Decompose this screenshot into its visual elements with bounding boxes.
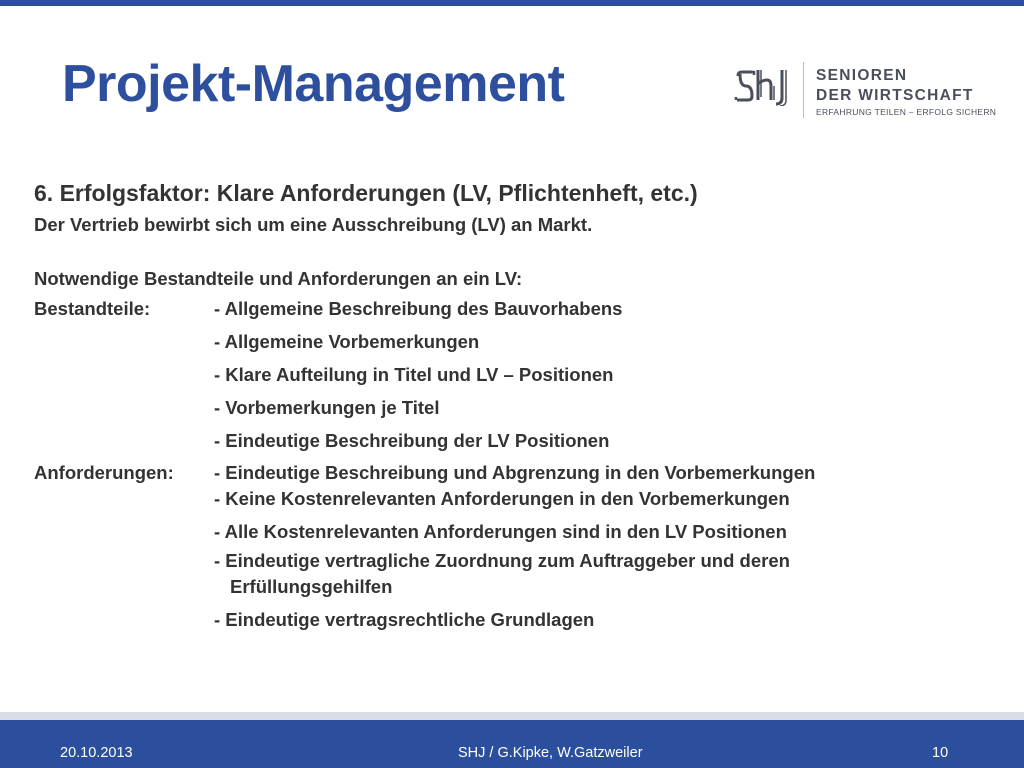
bestandteile-label: Bestandteile: xyxy=(34,298,151,319)
anforderungen-item: - Eindeutige vertragliche Zuordnung zum Auftraggeber und deren xyxy=(214,550,790,571)
slide-footer xyxy=(0,712,1024,768)
page-number: 10 xyxy=(932,745,949,761)
anforderungen-item: - Alle Kostenrelevanten Anforderungen sind in den LV Positionen xyxy=(214,521,787,542)
bestandteile-item: - Allgemeine Beschreibung des Bauvorhabens xyxy=(214,298,623,319)
footer-date: 20.10.2013 xyxy=(60,745,133,761)
anforderungen-item-continuation: Erfüllungsgehilfen xyxy=(230,576,393,597)
anforderungen-label: Anforderungen: xyxy=(34,462,174,483)
bestandteile-item: - Allgemeine Vorbemerkungen xyxy=(214,331,480,352)
footer-shade xyxy=(0,712,1024,720)
anforderungen-item: - Eindeutige Beschreibung und Abgrenzung in den Vorbemerkungen xyxy=(214,462,816,483)
logo-divider xyxy=(803,62,804,118)
slide-content xyxy=(34,176,994,636)
organization-logo xyxy=(734,62,997,122)
logo-text-line2: DER WIRTSCHAFT xyxy=(816,87,974,104)
footer-author: SHJ / G.Kipke, W.Gatzweiler xyxy=(458,745,643,761)
intro-text: Der Vertrieb bewirbt sich um eine Ausschreibung (LV) an Markt. xyxy=(34,214,593,235)
logo-text-line1: SENIOREN xyxy=(816,67,908,84)
top-accent-bar xyxy=(0,0,1024,6)
spacer xyxy=(34,238,994,266)
shj-logo-icon xyxy=(734,66,794,106)
requirements-heading: Notwendige Bestandteile und Anforderungen an ein LV: xyxy=(34,268,523,289)
anforderungen-item: - Keine Kostenrelevanten Anforderungen in den Vorbemerkungen xyxy=(214,488,790,509)
bestandteile-row xyxy=(34,292,994,325)
bestandteile-item: - Vorbemerkungen je Titel xyxy=(214,397,440,418)
anforderungen-row xyxy=(34,460,994,486)
slide-title: Projekt-Management xyxy=(62,55,565,113)
bestandteile-item: - Eindeutige Beschreibung der LV Positionen xyxy=(214,430,610,451)
bestandteile-item: - Klare Aufteilung in Titel und LV – Positionen xyxy=(214,364,614,385)
anforderungen-item: - Eindeutige vertragsrechtliche Grundlagen xyxy=(214,609,595,630)
logo-slogan: ERFAHRUNG TEILEN – ERFOLG SICHERN xyxy=(816,107,997,117)
slide-subtitle: 6. Erfolgsfaktor: Klare Anforderungen (LV, Pflichtenheft, etc.) xyxy=(34,180,698,206)
